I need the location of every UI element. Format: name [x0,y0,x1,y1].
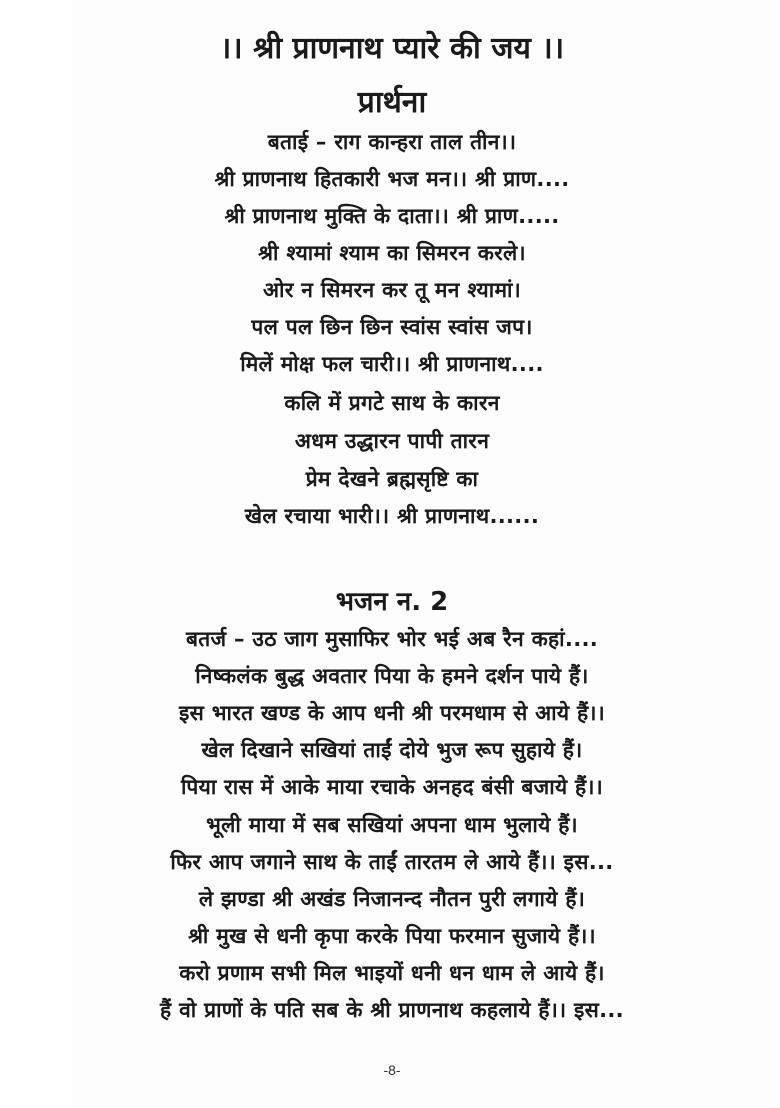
verse-line: प्रेम देखने ब्रह्मसृष्टि का [305,467,479,491]
verse-line: पल पल छिन छिन स्वांस स्वांस जप। [251,315,533,339]
verse-line: श्री मुख से धनी कृपा करके पिया फरमान सुजाये हैं।। [188,924,596,948]
verse-line: पिया रास में आके माया रचाके अनहद बंसी बजाये हैं।। [180,775,604,799]
verse-line: हैं वो प्राणों के पति सब के श्री प्राणनाथ कहलाये हैं।। इस... [160,998,624,1022]
verse-line: श्री प्राणनाथ मुक्ति के दाता।। श्री प्राण..... [224,204,560,228]
section-title-prarthana: प्रार्थना [357,85,427,120]
verse-line: बतर्ज – उठ जाग मुसाफिर भोर भई अब रैन कहां.... [185,627,599,651]
verse-line: ले झण्डा श्री अखंड निजानन्द नौतन पुरी लगाये हैं। [198,887,586,911]
verse-line: मिलें मोक्ष फल चारी।। श्री प्राणनाथ.... [240,352,544,376]
page-header: ।। श्री प्राणनाथ प्यारे की जय ।। [219,31,565,66]
verse-line: करो प्रणाम सभी मिल भाइयों धनी धन धाम ले आये हैं। [179,961,605,985]
verse-line: कलि में प्रगटे साथ के कारन [284,391,500,415]
verse-line: खेल रचाया भारी।। श्री प्राणनाथ...... [244,504,540,528]
verse-line: निष्कलंक बुद्ध अवतार पिया के हमने दर्शन पाये हैं। [195,664,589,688]
verse-line: फिर आप जगाने साथ के ताईं तारतम ले आये हैं।। इस... [170,850,614,874]
verse-line: अधम उद्धारन पापी तारन [294,429,490,453]
verse-line: भूली माया में सब सखियां अपना धाम भुलाये हैं। [206,813,578,837]
verse-line: खेल दिखाने सखियां ताईं दोये भुज रूप सुहाये हैं। [201,738,583,762]
verse-line: ओर न सिमरन कर तू मन श्यामां। [262,278,522,302]
verse-line: बताई – राग कान्हरा ताल तीन।। [267,130,517,154]
verse-line: श्री श्यामां श्याम का सिमरन करले। [258,241,526,265]
section-title-bhajan-2: भजन न. 2 [335,587,449,617]
verse-line: इस भारत खण्ड के आप धनी श्री परमधाम से आये हैं।। [179,701,605,725]
verse-line: श्री प्राणनाथ हितकारी भज मन।। श्री प्राण.... [214,167,570,191]
page-number: -8- [383,1062,401,1078]
